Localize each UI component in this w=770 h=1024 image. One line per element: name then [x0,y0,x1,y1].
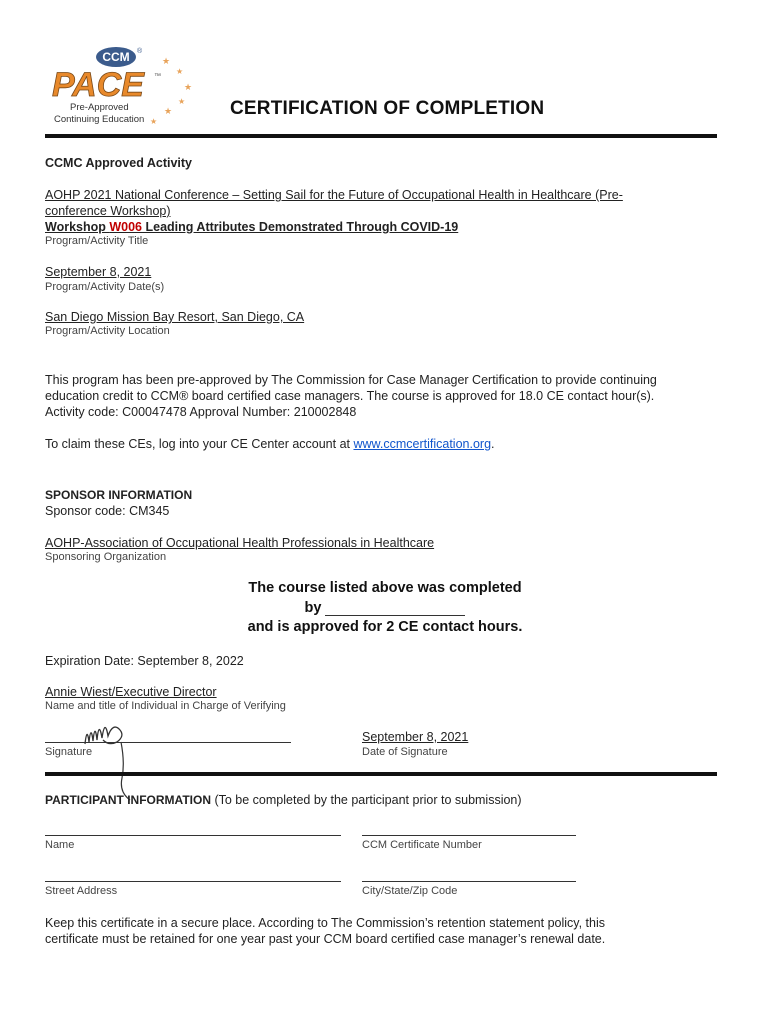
sponsor-code-line: Sponsor code: CM345 [45,504,170,518]
verifier-name-label: Name and title of Individual in Charge of Verifying [45,700,286,712]
verifier-name: Annie Wiest/Executive Director [45,685,217,699]
expiration-date: Expiration Date: September 8, 2022 [45,654,244,668]
activity-date-label: Program/Activity Date(s) [45,281,165,293]
svg-text:★: ★ [176,67,184,76]
activity-location: San Diego Mission Bay Resort, San Diego, CA [45,310,305,324]
sponsor-heading: SPONSOR INFORMATION [45,488,193,502]
participant-heading-line: PARTICIPANT INFORMATION (To be completed by the participant prior to submission) [45,793,522,807]
workshop-line: Workshop W006 Leading Attributes Demonstrated Through COVID-19 [45,220,459,234]
approved-activity-heading: CCMC Approved Activity [45,156,193,170]
activity-title-line2: conference Workshop) [45,204,171,218]
svg-text:★: ★ [184,82,193,92]
signature-date-label: Date of Signature [362,746,448,758]
claim-instructions: To claim these CEs, log into your CE Center account at www.ccmcertification.org. [45,437,495,451]
svg-text:★: ★ [164,106,173,116]
preapproval-statement: This program has been pre-approved by The Commission for Case Manager Certification to provide continuing education credit to CCM® board certified case managers. The course is approved for 18.0 CE contact hour(s). Activity code: C00047478 Approval Number: 210002848 [45,373,657,419]
street-address-field[interactable] [45,881,341,882]
name-field[interactable] [45,835,341,836]
completion-line3: and is approved for 2 CE contact hours. [247,619,523,635]
street-address-label: Street Address [45,885,118,897]
stars-decoration [150,56,192,126]
middle-divider [45,772,717,776]
svg-text:★: ★ [162,56,171,66]
ccm-pace-logo [50,44,200,130]
workshop-code: W006 [109,220,143,234]
activity-title-label: Program/Activity Title [45,235,149,247]
svg-text:★: ★ [150,117,158,126]
signature-date: September 8, 2021 [362,730,469,744]
sponsor-organization: AOHP-Association of Occupational Health Professionals in Healthcare [45,536,435,550]
pace-wordmark: PACE [52,66,144,104]
sponsor-organization-label: Sponsoring Organization [45,551,167,563]
activity-title-line1: AOHP 2021 National Conference – Setting Sail for the Future of Occupational Health in Healthcare (Pre- [45,188,623,202]
svg-text:Pre-Approved: Pre-Approved [70,102,129,113]
name-label: Name [45,839,75,851]
svg-text:™: ™ [154,73,161,80]
city-state-zip-label: City/State/Zip Code [362,885,458,897]
ce-center-link[interactable]: www.ccmcertification.org [353,437,492,451]
activity-date: September 8, 2021 [45,265,152,279]
sponsor-code: CM345 [129,504,170,518]
activity-location-label: Program/Activity Location [45,325,170,337]
page-title: CERTIFICATION OF COMPLETION [230,98,545,119]
completion-line2: by [45,600,725,616]
signature-line [45,742,291,743]
completion-participant-blank[interactable] [325,600,465,616]
city-state-zip-field[interactable] [362,881,576,882]
activity-title-block [45,187,725,235]
ccm-badge-text: CCM [102,50,130,64]
signature-label: Signature [45,746,93,758]
completion-line1: The course listed above was completed [248,580,522,596]
participant-heading: PARTICIPANT INFORMATION [45,793,211,807]
top-divider [45,134,717,138]
svg-text:®: ® [137,48,143,55]
ccm-certificate-field[interactable] [362,835,576,836]
svg-text:★: ★ [178,97,186,106]
retention-notice: Keep this certificate in a secure place. According to The Commission’s retention statement policy, this certificate must be retained for one year past your CCM board certified case manager’s renewal date. [45,916,606,946]
ccm-certificate-label: CCM Certificate Number [362,839,482,851]
svg-text:Continuing Education: Continuing Education [54,114,145,125]
